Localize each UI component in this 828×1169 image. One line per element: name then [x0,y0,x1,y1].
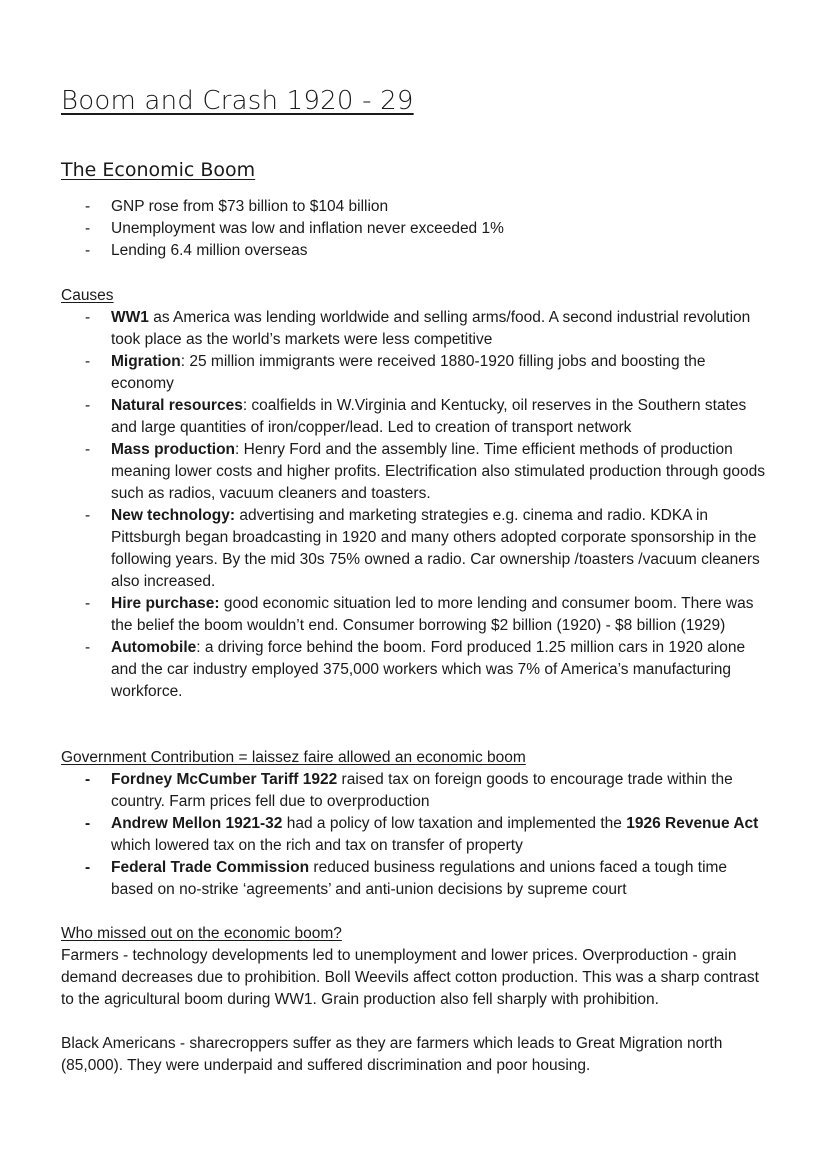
black-americans-paragraph: Black Americans - sharecroppers suffer as they are farmers which leads to Great Migration north (85,000). They were underpaid and suffered discrimination and poor housing. [61,1035,723,1074]
list-item: - Hire purchase: good economic situation led to more lending and consumer boom. There was the belief the boom wouldn’t end. Consumer borrowing $2 billion (1920) - $8 billion (1929) [85,595,754,634]
section-heading: The Economic Boom [61,159,256,181]
government-section [61,747,771,901]
bullet-dash: - [85,309,91,326]
bullet-dash: - [85,859,91,876]
bullet-dash: - [85,507,91,524]
bullet-dash: - [85,815,91,832]
overview-list-section [61,196,771,262]
list-item: - Migration: 25 million immigrants were received 1880-1920 filling jobs and boosting the economy [85,353,706,392]
bullet-dash: - [85,220,91,237]
list-item: - Natural resources: coalfields in W.Virginia and Kentucky, oil reserves in the Southern states and large quantities of iron/copper/lead. Led to creation of transport network [85,397,747,436]
causes-list [61,307,771,703]
list-item: - Unemployment was low and inflation never exceeded 1% [61,218,771,240]
bullet-dash: - [85,242,91,259]
list-item: - Federal Trade Commission reduced business regulations and unions faced a tough time based on no-strike ‘agreements’ and anti-union decisions by supreme court [85,859,728,898]
bullet-dash: - [85,353,91,370]
farmers-paragraph: Farmers - technology developments led to unemployment and lower prices. Overproduction - grain demand decreases due to prohibition. Boll Weevils affect cotton production. This was a sharp contrast to the agricultural boom during WW1. Grain production also fell sharply with prohibition. [61,947,759,1008]
list-item: - WW1 as America was lending worldwide and selling arms/food. A second industrial revolution took place as the world’s markets were less competitive [85,309,751,348]
causes-section [61,285,771,703]
bullet-dash: - [85,397,91,414]
missed-out-label: Who missed out on the economic boom? [61,925,342,942]
document-title: Boom and Crash 1920 - 29 [61,86,414,116]
list-item: - Andrew Mellon 1921-32 had a policy of low taxation and implemented the 1926 Revenue Act which lowered tax on the rich and tax on transfer of property [85,815,759,854]
list-item: - GNP rose from $73 billion to $104 billion [61,196,771,218]
list-item: - Mass production: Henry Ford and the assembly line. Time efficient methods of production meaning lower costs and higher profits. Electrification also stimulated production through goods such as radios, vacuum cleaners and toasters. [85,441,765,502]
list-item: - Automobile: a driving force behind the boom. Ford produced 1.25 million cars in 1920 alone and the car industry employed 375,000 workers which was 7% of America’s manufacturing workforce. [85,639,746,700]
missed-out-section [61,923,771,1077]
bullet-dash: - [85,198,91,215]
list-item: - Lending 6.4 million overseas [61,240,771,262]
list-item: - New technology: advertising and marketing strategies e.g. cinema and radio. KDKA in Pittsburgh began broadcasting in 1920 and many others adopted corporate sponsorship in the following years. By the mid 30s 75% owned a radio. Car ownership /toasters /vacuum cleaners also increased. [85,507,760,590]
government-list [61,769,771,901]
overview-list [61,196,771,262]
bullet-dash: - [85,639,91,656]
bullet-dash: - [85,595,91,612]
bullet-dash: - [85,771,91,788]
government-label: Government Contribution = laissez faire allowed an economic boom [61,749,526,766]
list-item: - Fordney McCumber Tariff 1922 raised tax on foreign goods to encourage trade within the country. Farm prices fell due to overproduction [85,771,733,810]
bullet-dash: - [85,441,91,458]
causes-label: Causes [61,287,114,304]
